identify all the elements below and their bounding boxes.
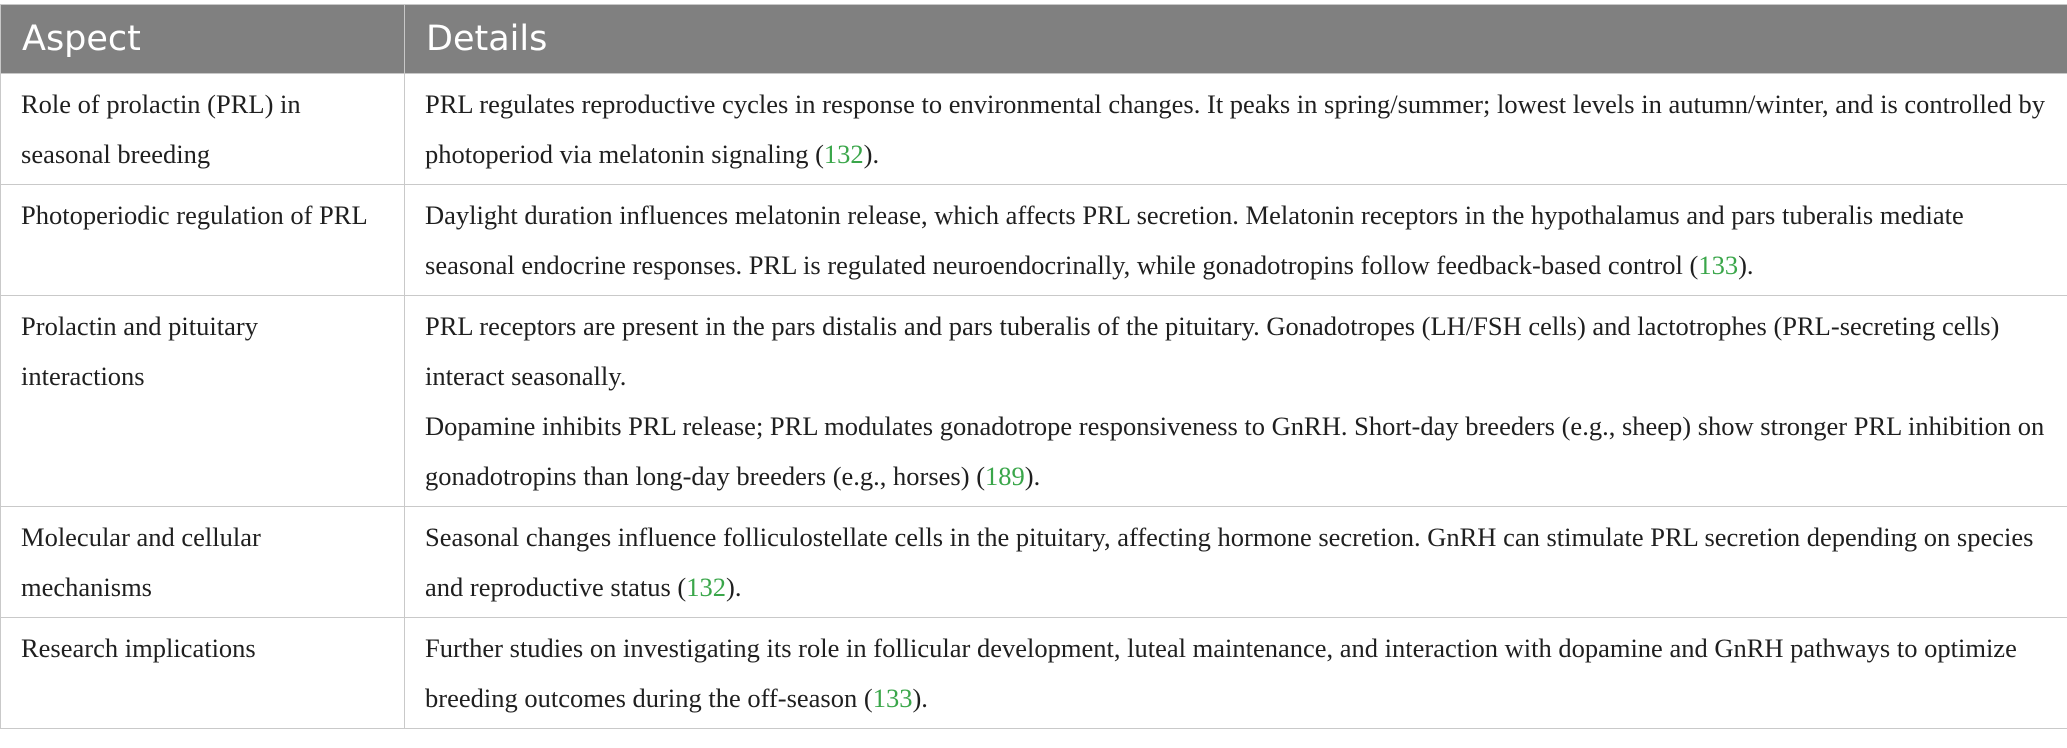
details-cell — [405, 618, 2067, 729]
table-row — [1, 618, 2067, 729]
table-header — [1, 5, 2067, 74]
prolactin-table — [0, 4, 2067, 729]
details-cell — [405, 185, 2067, 296]
header-details: Details — [405, 5, 2067, 74]
table-row — [1, 296, 2067, 507]
details-text: Dopamine inhibits PRL release; PRL modulates gonadotrope responsiveness to GnRH. Short-day breeders (e.g., sheep) show stronger PRL inhibition on gonadotropins than long-day breeders (e.g., horses) ( — [425, 411, 2045, 491]
details-text: Daylight duration influences melatonin release, which affects PRL secretion. Melatonin receptors in the hypothalamus and pars tuberalis mediate seasonal endocrine responses. PRL is regulated neuroendocrinally, while gonadotropins follow feedback-based control ( — [425, 200, 1964, 280]
aspect-cell: Research implications — [1, 618, 405, 729]
details-paragraph — [425, 190, 2047, 290]
details-text: PRL regulates reproductive cycles in response to environmental changes. It peaks in spring/summer; lowest levels in autumn/winter, and is controlled by photoperiod via melatonin signaling ( — [425, 89, 2045, 169]
table-row — [1, 185, 2067, 296]
header-row — [1, 5, 2067, 74]
table-row — [1, 74, 2067, 185]
aspect-cell: Role of prolactin (PRL) in seasonal breeding — [1, 74, 405, 185]
table-container — [0, 4, 2067, 729]
details-text-end: ). — [863, 139, 880, 169]
details-text: Seasonal changes influence folliculostellate cells in the pituitary, affecting hormone secretion. GnRH can stimulate PRL secretion depending on species and reproductive status ( — [425, 522, 2034, 602]
details-paragraph — [425, 401, 2047, 501]
details-text-end: ). — [726, 572, 742, 602]
details-paragraph — [425, 512, 2047, 612]
details-text: Further studies on investigating its role in follicular development, luteal maintenance, and interaction with dopamine and GnRH pathways to optimize breeding outcomes during the off-season ( — [425, 633, 2017, 713]
details-text-end: ). — [912, 683, 928, 713]
details-text-end: ). — [1738, 250, 1754, 280]
details-paragraph — [425, 301, 2047, 401]
table-row — [1, 507, 2067, 618]
citation-link[interactable]: 133 — [872, 683, 913, 713]
details-text: PRL receptors are present in the pars distalis and pars tuberalis of the pituitary. Gonadotropes (LH/FSH cells) and lactotrophes (PRL-secreting cells) interact seasonally. — [425, 311, 2000, 391]
details-text-end: ). — [1024, 461, 1041, 491]
details-paragraph — [425, 79, 2047, 179]
details-cell — [405, 74, 2067, 185]
citation-link[interactable]: 132 — [823, 139, 864, 169]
aspect-cell: Photoperiodic regulation of PRL — [1, 185, 405, 296]
details-cell — [405, 296, 2067, 507]
header-aspect: Aspect — [1, 5, 405, 74]
details-paragraph — [425, 623, 2047, 723]
aspect-cell: Prolactin and pituitary interactions — [1, 296, 405, 507]
citation-link[interactable]: 133 — [1698, 250, 1739, 280]
details-cell — [405, 507, 2067, 618]
citation-link[interactable]: 132 — [686, 572, 726, 602]
table-body — [1, 74, 2067, 729]
aspect-cell: Molecular and cellular mechanisms — [1, 507, 405, 618]
citation-link[interactable]: 189 — [985, 461, 1025, 491]
